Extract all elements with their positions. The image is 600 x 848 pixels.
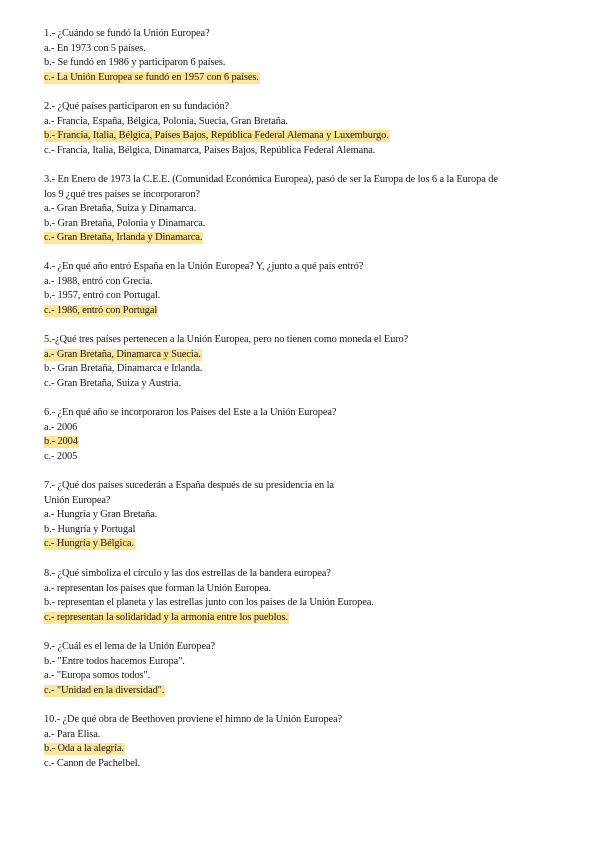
- answer-option: [44, 56, 225, 69]
- answer-option-text: c.- Francia, Italia, Bélgica, Dinamarca, Países Bajos, República Federal Alemana.: [44, 144, 376, 156]
- question-5-text: 5.-¿Qué tres países pertenecen a la Unión Europea, pero no tienen como moneda el Euro?: [44, 334, 409, 345]
- answer-option: [44, 362, 202, 375]
- answer-option: [44, 202, 196, 215]
- answer-option-text: a.- Para Elisa.: [44, 728, 101, 740]
- question-4-text: 4.- ¿En qué año entró España en la Unión Europea? Y, ¿junto a qué país entró?: [44, 261, 364, 272]
- answer-option-text: a.- 2006: [44, 421, 78, 433]
- highlighted-answer: [44, 537, 135, 550]
- answer-option: [44, 217, 205, 230]
- answer-option: [44, 582, 271, 595]
- question-3-text: los 9 ¿qué tres países se incorporaron?: [44, 188, 200, 200]
- highlighted-answer: [44, 129, 390, 142]
- answer-option-text: c.- 2005: [44, 450, 78, 462]
- highlighted-answer: [44, 231, 203, 244]
- answer-option: [44, 728, 100, 741]
- answer-option-text: c.- Canon de Pachelbel.: [44, 757, 141, 769]
- question-9-text: 9.- ¿Cuál es el lema de la Unión Europea?: [44, 641, 216, 652]
- answer-option: [44, 421, 77, 434]
- answer-option: [44, 42, 146, 55]
- answer-option: [44, 377, 181, 390]
- answer-option-text: c.- 1986, entró con Portugal: [44, 304, 158, 316]
- answer-option-text: b.- Francia, Italia, Bélgica, Países Bajos, República Federal Alemana y Luxemburgo.: [44, 130, 389, 142]
- answer-option-text: a.- Gran Bretaña, Suiza y Dinamarca.: [44, 203, 197, 215]
- answer-option-text: a.- representan los países que forman la Unión Europea.: [44, 582, 272, 594]
- answer-option-text: a.- Francia, España, Bélgica, Polonia, Suecia, Gran Bretaña.: [44, 115, 288, 127]
- answer-option-text: c.- La Unión Europea se fundó en 1957 con 6 países.: [44, 71, 259, 83]
- question-8-text: 8.- ¿Qué simboliza el círculo y las dos estrellas de la bandera europea?: [44, 568, 331, 579]
- answer-option-text: b.- "Entre todos hacemos Europa".: [44, 655, 185, 667]
- answer-option-text: c.- Gran Bretaña, Suiza y Austria.: [44, 377, 181, 389]
- highlighted-answer: [44, 684, 165, 697]
- answer-option-text: c.- "Unidad en la diversidad".: [44, 684, 165, 696]
- question-2-text: 2.- ¿Qué países participaron en su fundación?: [44, 101, 230, 112]
- highlighted-answer: [44, 742, 125, 755]
- answer-option: [44, 669, 150, 682]
- answer-option-text: b.- Oda a la alegría.: [44, 743, 124, 755]
- highlighted-answer: [44, 611, 289, 624]
- answer-option-text: c.- Hungría y Bélgica.: [44, 538, 134, 550]
- answer-option-text: a.- En 1973 con 5 países.: [44, 42, 146, 54]
- answer-option-text: c.- Gran Bretaña, Irlanda y Dinamarca.: [44, 232, 203, 244]
- answer-option: [44, 523, 135, 536]
- highlighted-answer: [44, 435, 79, 448]
- answer-option-text: b.- Gran Bretaña, Dinamarca e Irlanda.: [44, 363, 203, 375]
- answer-option: [44, 144, 375, 157]
- answer-option: [44, 275, 152, 288]
- answer-option-text: c.- representan la solidaridad y la armonía entre los pueblos.: [44, 611, 288, 623]
- answer-option-text: b.- Hungría y Portugal: [44, 523, 136, 535]
- question-1-text: 1.- ¿Cuándo se fundó la Unión Europea?: [44, 28, 210, 39]
- answer-option-text: a.- "Europa somos todos".: [44, 670, 151, 682]
- answer-option: [44, 596, 374, 609]
- highlighted-answer: [44, 71, 260, 84]
- answer-option-text: b.- 1957, entró con Portugal.: [44, 290, 161, 302]
- answer-option-text: a.- Hungría y Gran Bretaña.: [44, 509, 158, 521]
- answer-option-text: a.- 1988, entró con Grecia.: [44, 275, 153, 287]
- highlighted-answer: [44, 348, 202, 361]
- question-3-text: 3.- En Enero de 1973 la C.E.E. (Comunidad Económica Europea), pasó de ser la Europa de los 6 a la Europa de: [44, 174, 498, 185]
- answer-option-text: a.- Gran Bretaña, Dinamarca y Suecia.: [44, 348, 201, 360]
- answer-option-text: b.- Gran Bretaña, Polonia y Dinamarca.: [44, 217, 206, 229]
- answer-option: [44, 289, 160, 302]
- highlighted-answer: [44, 304, 158, 317]
- answer-option: [44, 450, 77, 463]
- answer-option-text: b.- 2004: [44, 436, 78, 448]
- answer-option: [44, 757, 140, 770]
- answer-option: [44, 508, 157, 521]
- question-6-text: 6.- ¿En qué año se incorporaron los Países del Este a la Unión Europea?: [44, 407, 337, 418]
- answer-option-text: b.- representan el planeta y las estrellas junto con los países de la Unión Europea.: [44, 597, 374, 609]
- question-7-text: 7.- ¿Qué dos países sucederán a España después de su presidencia en la: [44, 480, 334, 491]
- question-10-text: 10.- ¿De qué obra de Beethoven proviene el himno de la Unión Europea?: [44, 714, 343, 725]
- answer-option-text: b.- Se fundó en 1986 y participaron 6 países.: [44, 57, 226, 69]
- answer-option: [44, 655, 185, 668]
- question-7-text: Unión Europea?: [44, 494, 111, 506]
- answer-option: [44, 115, 288, 128]
